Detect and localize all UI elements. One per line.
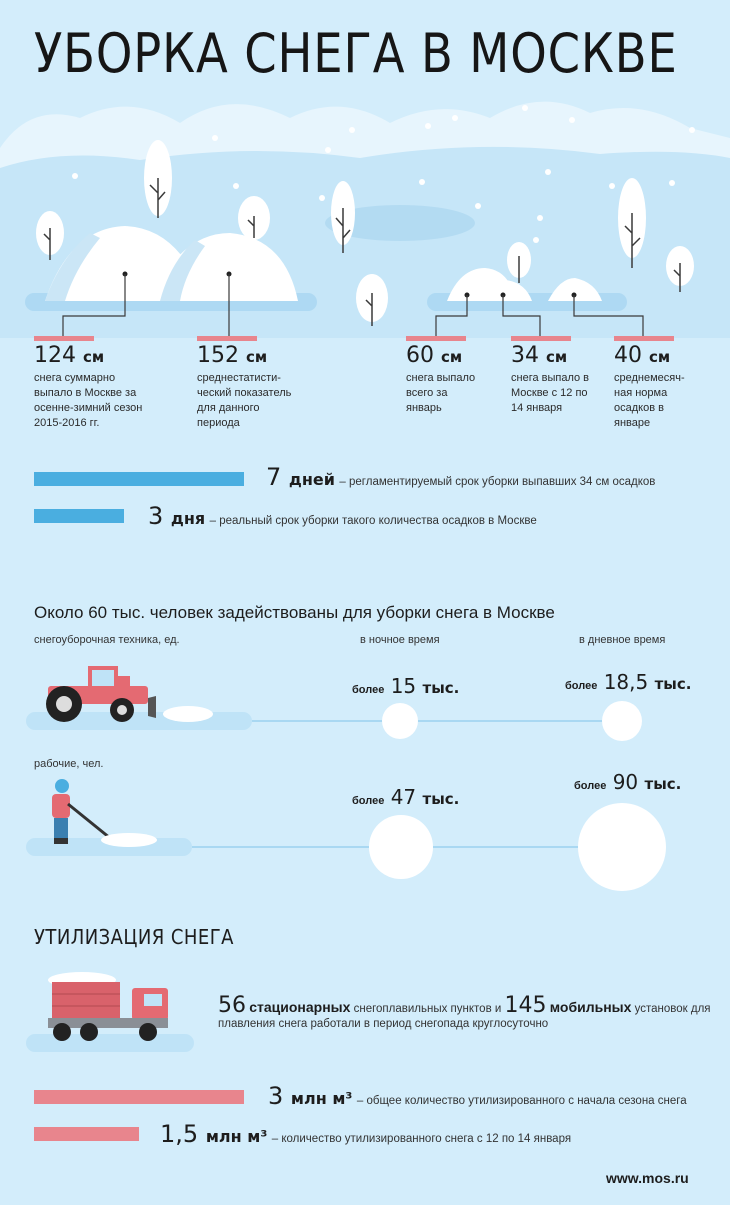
volume-bar-1-5	[34, 1127, 139, 1141]
workers-day-value: более 90 тыс.	[574, 770, 682, 794]
stat-marker	[511, 336, 571, 341]
tractor-icon	[38, 656, 218, 726]
footer-link[interactable]: www.mos.ru	[606, 1170, 689, 1186]
row-label-workers: рабочие, чел.	[34, 758, 104, 770]
stat-60: 60 см	[406, 343, 463, 368]
stat-152: 152 см	[197, 343, 268, 368]
snow-landscape-illustration	[0, 88, 730, 338]
volume-bar-3	[34, 1090, 244, 1104]
stat-152-desc: среднестатисти-ческий показатель для данного периода	[197, 372, 292, 429]
stat-60-desc: снега выпало всего за январь	[406, 372, 476, 414]
workers-night-value: более 47 тыс.	[352, 785, 460, 809]
page-title: УБОРКА СНЕГА В МОСКВЕ	[34, 22, 678, 85]
volume-3: 3 млн м³ – общее количество утилизированного с начала сезона снега	[268, 1082, 687, 1110]
workforce-line	[252, 720, 604, 722]
stat-34: 34 см	[511, 343, 568, 368]
workforce-heading: Около 60 тыс. человек задействованы для уборки снега в Москве	[34, 603, 555, 622]
volume-1-5: 1,5 млн м³ – количество утилизированного снега с 12 по 14 января	[160, 1120, 572, 1148]
stat-marker	[614, 336, 674, 341]
workers-night-circle	[369, 815, 433, 879]
machinery-day-circle	[602, 701, 642, 741]
disposal-line-2: плавления снега работали в период снегопада круглосуточно	[218, 1018, 549, 1030]
deadline-3-days: 3 дня – реальный срок уборки такого количества осадков в Москве	[148, 502, 537, 530]
stat-124-desc: снега суммарно выпало в Москве за осенне-зимний сезон 2015-2016 гг.	[34, 372, 143, 429]
worker-icon	[44, 776, 164, 848]
machinery-night-circle	[382, 703, 418, 739]
stat-marker	[406, 336, 466, 341]
col-night: в ночное время	[360, 634, 440, 646]
deadline-bar-7-days	[34, 472, 244, 486]
stat-40-desc: среднемесяч-ная норма осадков в январе	[614, 372, 685, 429]
stat-40: 40 см	[614, 343, 671, 368]
disposal-line-1: 56 стационарных снегоплавильных пунктов и 145 мобильных установок для	[218, 993, 711, 1018]
disposal-heading: УТИЛИЗАЦИЯ СНЕГА	[34, 925, 234, 949]
stat-34-desc: снега выпало в Москве с 12 по 14 января	[511, 372, 590, 414]
deadline-7-days: 7 дней – регламентируемый срок уборки выпавших 34 см осадков	[266, 463, 656, 491]
stat-124: 124 см	[34, 343, 105, 368]
stat-marker	[197, 336, 257, 341]
stat-marker	[34, 336, 94, 341]
deadline-bar-3-days	[34, 509, 124, 523]
col-day: в дневное время	[579, 634, 666, 646]
machinery-night-value: более 15 тыс.	[352, 674, 460, 698]
row-label-machinery: снегоуборочная техника, ед.	[34, 634, 180, 646]
snow-truck-icon	[44, 966, 174, 1046]
workers-day-circle	[578, 803, 666, 891]
machinery-day-value: более 18,5 тыс.	[565, 670, 692, 694]
